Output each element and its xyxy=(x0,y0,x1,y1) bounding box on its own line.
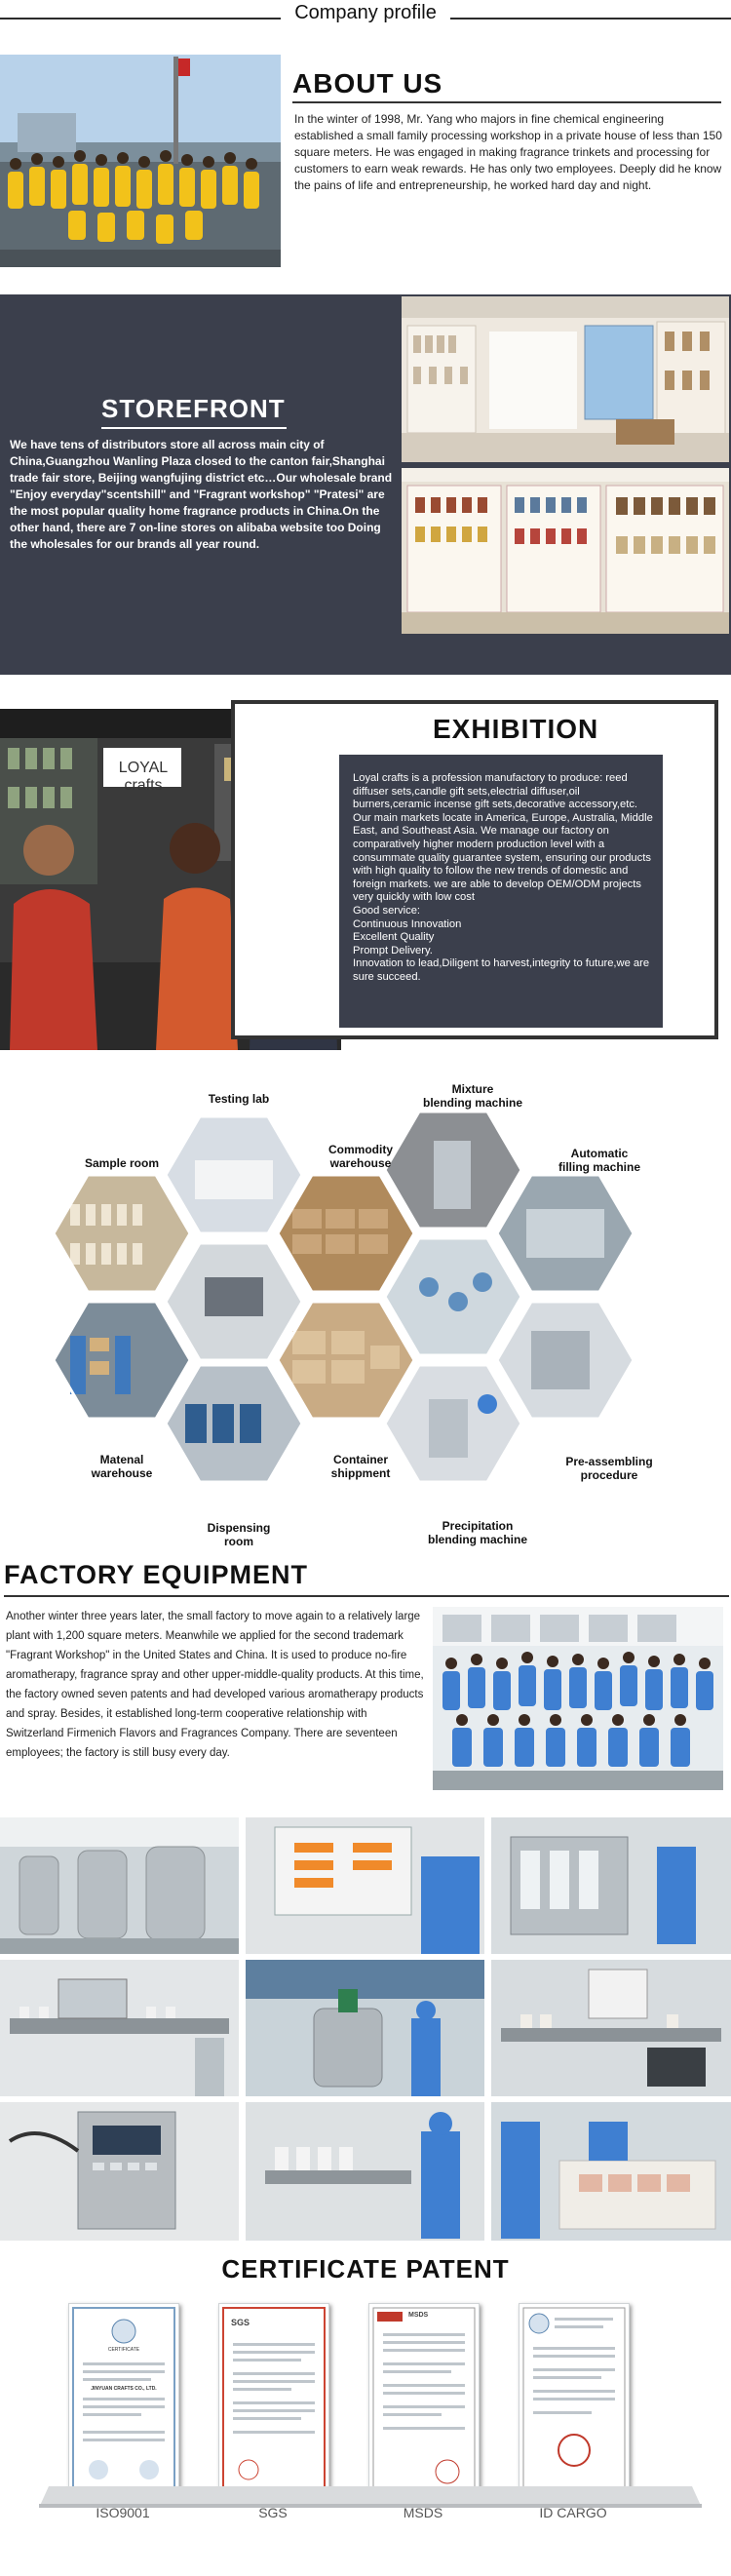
booth-sign xyxy=(105,760,181,795)
label-line: blending machine xyxy=(427,1533,527,1546)
equipment-photo-conveyor xyxy=(0,1960,239,2096)
label-sample-room: Sample room xyxy=(84,1156,160,1170)
about-title: ABOUT US xyxy=(292,68,443,98)
label-dispensing-room xyxy=(185,1521,292,1548)
team-photo xyxy=(0,55,281,267)
factory-team-photo xyxy=(433,1607,723,1790)
exhibition-motto: Innovation to lead,Diligent to harvest,integrity to future,we are sure succeed. xyxy=(353,957,650,983)
certificate-msds xyxy=(368,2303,480,2500)
label-line: Pre-assembling xyxy=(565,1455,653,1468)
certificate-iso9001 xyxy=(68,2303,179,2500)
cert-org: JINYUAN CRAFTS CO., LTD. xyxy=(91,2386,157,2392)
certificate-title: CERTIFICATE PATENT xyxy=(221,2254,510,2283)
storefront-title: STOREFRONT xyxy=(101,394,286,423)
exhibition-point: Excellent Quality xyxy=(353,931,435,944)
cert-heading: SGS xyxy=(231,2318,250,2327)
equipment-photo-mixer xyxy=(246,1960,484,2096)
label-line: blending machine xyxy=(422,1096,522,1110)
exhibition-point: Prompt Delivery. xyxy=(353,944,433,956)
label-pre-assembling xyxy=(546,1455,673,1482)
cert-label-id-cargo: ID CARGO xyxy=(539,2505,607,2520)
equipment-photo-labeler xyxy=(491,1960,731,2096)
equipment-photo-bottling xyxy=(246,2102,484,2241)
factory-text: Another winter three years later, the small factory to move again to a relatively large plant with 1,200 square meters. Meanwhile we applied for the second trademark "Fragrant Workshop" in the United States and China. It is used to produce no-fire aromatherapy, fragrance spray and other upper-middle-quality products. At this time, the factory owned seven patents and had developed various aromatherapy products and spray. Besides, it established long-term cooperative relationship with Switzerland Firmenich Flavors and Fragrances Company. There are seventeen employees; the factory is still busy every day. xyxy=(6,1611,424,1759)
section-header xyxy=(0,0,731,33)
equipment-photo-tanks xyxy=(0,1817,239,1954)
equipment-photo-packing xyxy=(491,2102,731,2241)
about-divider xyxy=(292,101,721,103)
label-line: Automatic xyxy=(570,1147,629,1160)
store-photo-2 xyxy=(402,468,729,634)
header-rule-right xyxy=(450,18,731,20)
page-title: Company profile xyxy=(294,2,437,23)
about-text: In the winter of 1998, Mr. Yang who majors in fine chemical engineering established a small family processing workshop in a private house of less than 150 square meters. He was engaged in making fragrance trinkets and processing for customers to earn weak rewards. He has only two employees. Deeply did he know the pains of life and entrepreneurship, he worked hard day and night. xyxy=(294,112,722,192)
cert-heading: MSDS xyxy=(408,2312,429,2319)
label-line: Dispensing xyxy=(207,1521,271,1535)
label-matenal-warehouse xyxy=(68,1453,175,1480)
cert-label-iso9001: ISO9001 xyxy=(96,2505,150,2520)
label-testing-lab: Testing lab xyxy=(208,1092,270,1106)
exhibition-paragraph: Loyal crafts is a profession manufactory to produce: reed diffuser sets,candle gift sets,electrial diffuser,oil burners,ceramic incense gift sets,decorative accessory,etc. Our main markets locate in America, Europe, Australia, Middle East, and Southeast Asia. We manage our factory on comparatively higher modern production level with a consummate quality guarantee system, ensuring our products with high quality to follow the new trends of domestic and foreign markets. we are able to develop OEM/ODM projects very quickly with low cost xyxy=(353,772,653,904)
equipment-photo-panel xyxy=(246,1817,484,1954)
label-line: warehouse xyxy=(91,1466,153,1480)
equipment-photo-filler xyxy=(491,1817,731,1954)
label-line: Mixture xyxy=(451,1082,494,1096)
label-automatic-filling xyxy=(546,1147,653,1174)
certificate-sgs xyxy=(218,2303,329,2500)
equipment-photo-printer xyxy=(0,2102,239,2241)
label-line: Matenal xyxy=(99,1453,144,1466)
cert-label-sgs: SGS xyxy=(258,2505,288,2520)
label-line: warehouse xyxy=(329,1156,392,1170)
label-line: Commodity xyxy=(328,1143,393,1156)
storefront-divider xyxy=(101,427,287,429)
label-mixture-blending xyxy=(409,1082,536,1110)
label-container-shipment xyxy=(312,1453,409,1480)
cert-heading: CERTIFICATE xyxy=(107,2347,140,2353)
exhibition-good-service: Good service: xyxy=(353,904,421,917)
label-precipitation-blending xyxy=(409,1519,546,1546)
store-photo-1 xyxy=(402,296,729,462)
label-line: procedure xyxy=(580,1468,638,1482)
exhibition-text xyxy=(353,772,657,985)
exhibition-title: EXHIBITION xyxy=(433,714,599,744)
label-line: room xyxy=(224,1535,253,1548)
factory-title: FACTORY EQUIPMENT xyxy=(4,1560,309,1589)
label-line: filling machine xyxy=(558,1160,640,1174)
factory-divider xyxy=(4,1595,729,1597)
certificate-id-cargo xyxy=(519,2303,630,2500)
cert-label-msds: MSDS xyxy=(403,2505,443,2520)
label-line: Precipitation xyxy=(442,1519,514,1533)
label-commodity-warehouse xyxy=(312,1143,409,1170)
booth-sign-line-2: crafts xyxy=(124,777,163,794)
header-rule-left xyxy=(0,18,281,20)
label-line: shippment xyxy=(330,1466,391,1480)
storefront-text: We have tens of distributors store all across main city of China,Guangzhou Wanling Plaza closed to the canton fair,Shanghai trade fair store, Beijing wangfujing district etc…Our wholesale brand "Enjoy everyday"scentshill" and "Fragrant workshop" "Pratesi" are the most popular quality home fragrance products in China.On the other hand, there are 7 on-line stores on alibaba website too Doing the wholesales for our brands all year round. xyxy=(10,438,393,551)
exhibition-point: Continuous Innovation xyxy=(353,917,462,930)
booth-sign-line-1: LOYAL xyxy=(118,760,169,776)
label-line: Container xyxy=(332,1453,388,1466)
